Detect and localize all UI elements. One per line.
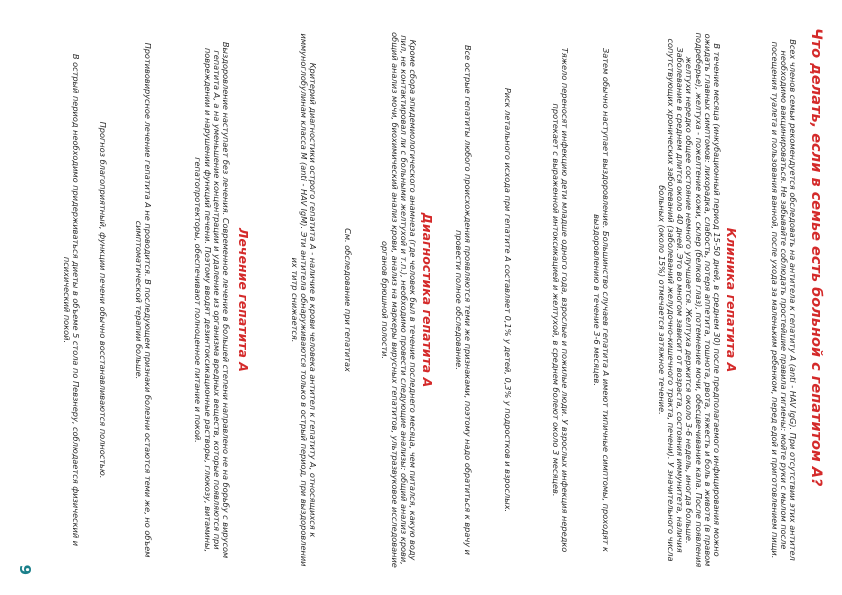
diagnosis-paragraph-3: Критерий диагностики острого гепатита А - наличие в крови человека антител к гепатиту А, относящихся к иммуноглобулинам класса М (anti - HAV IgM). Эти антитела обнаруживаются только в острый период, при выздоровлении их титр снижается. — [289, 33, 318, 567]
treatment-heading: Лечение гепатита А — [236, 228, 251, 372]
page-title: Что делать, если в семье есть больной с гепатитом А? — [808, 28, 824, 487]
diagnosis-heading: Диагностика гепатита А — [420, 212, 435, 388]
clinic-heading: Клиника гепатита А — [724, 227, 739, 373]
intro-paragraph: Всех членов семьи рекомендуется обследовать на антитела к гепатиту А (anti - HAV IgG). При отсутствии этих антител необходимо вакцинироваться. Не забывайте соблюдать простейшие правила гигиены: мойте руки с мылом после посещения туалета и пользования ванной, после ухода за маленьким ребенком, перед едой и приготовлением пищи. — [769, 39, 798, 561]
diagnosis-paragraph-2: См. обследование при гепатитах — [343, 228, 353, 372]
clinic-paragraph-1: В течение месяца (инкубационный период 15-50 дней, в среднем 30) после предполагаемого инфицирования можно ожидать главных симптомов: лихорадка, слабость, потеря аппетита, тошнота, рвота, тяжесть и боль в животе (в правом подреберье), желтуха - пожелтение кожи, склер (белков глаз), потемнение мочи, обесцвечивание кала. После появления желтухи нередко общее состояние немного улучшается. Желтуха держится около 3-6 недель, иногда больше. Заболевание в среднем длится около 40 дней. Это во многом зависит от возраста, состояния иммунитета, наличия сопутствующих хронических заболеваний (заболеваний желудочно-кишечного тракта, печени). У значительного числа больных (около 15%) отмечается затяжное течение. — [656, 32, 722, 568]
clinic-paragraph-4: Риск летального исхода при гепатите А составляет 0,1% у детей, 0,3% у подростков и взрослых. — [503, 87, 513, 513]
clinic-paragraph-5: Все острые гепатиты любого происхождения проявляются теми же признаками, поэтому надо обратиться к врачу и провести полное обследование. — [453, 44, 473, 555]
page-number: 9 — [16, 564, 34, 575]
treatment-paragraph-3: Прогноз благоприятный, функции печени обычно восстанавливаются полностью. — [98, 121, 108, 479]
treatment-paragraph-1: Выздоровление наступает без лечения. Современное лечение в большей степени направлено не на борьбу с вирусом гепатита А, а на уменьшение концентрации и удаление из организма вредных веществ, которые появляются при повреждении и нарушении функций печени. Поэтому вводят дезинтоксикационные растворы, глюкозу, витамины, гепатопротекторы, обеспечивают полноценное питание и покой. — [193, 41, 231, 559]
clinic-paragraph-3: Тяжело переносят инфекцию дети младше одного года, взрослые и пожилые люди. У взрослых инфекция нередко протекает с выраженной интоксикацией и желтухой, в среднем болеют около 3 месяцев. — [550, 47, 570, 553]
diagnosis-paragraph-1: Кроме сбора эпидемиологического анамнеза (где человек был в течение последнего месяца, чем питался, какую воду пил, не контактировал ли с больными желтухой и т.п.), необходимо провести следующие анализы: общий анализ крови, общий анализ мочи, биохимический анализ крови, анализ на маркеры вирусных гепатитов, ультразвуковое исследование органов брюшной полости. — [380, 32, 418, 568]
treatment-paragraph-4: В острый период необходимо придерживаться диеты в объеме 5 стола по Певзнеру, соблюдается физический и психический покой. — [61, 53, 81, 547]
clinic-paragraph-2: Затем обычно наступает выздоровление. Большинство случаев гепатита А имеют типичные симптомы, проходят к выздоровлению в течение 3-6 месяцев. — [591, 48, 611, 552]
treatment-paragraph-2: Противовирусное лечение гепатита А не проводится. В последующем признаки болезни остаются теми же, но объем симптоматической терапии больше. — [133, 42, 153, 558]
